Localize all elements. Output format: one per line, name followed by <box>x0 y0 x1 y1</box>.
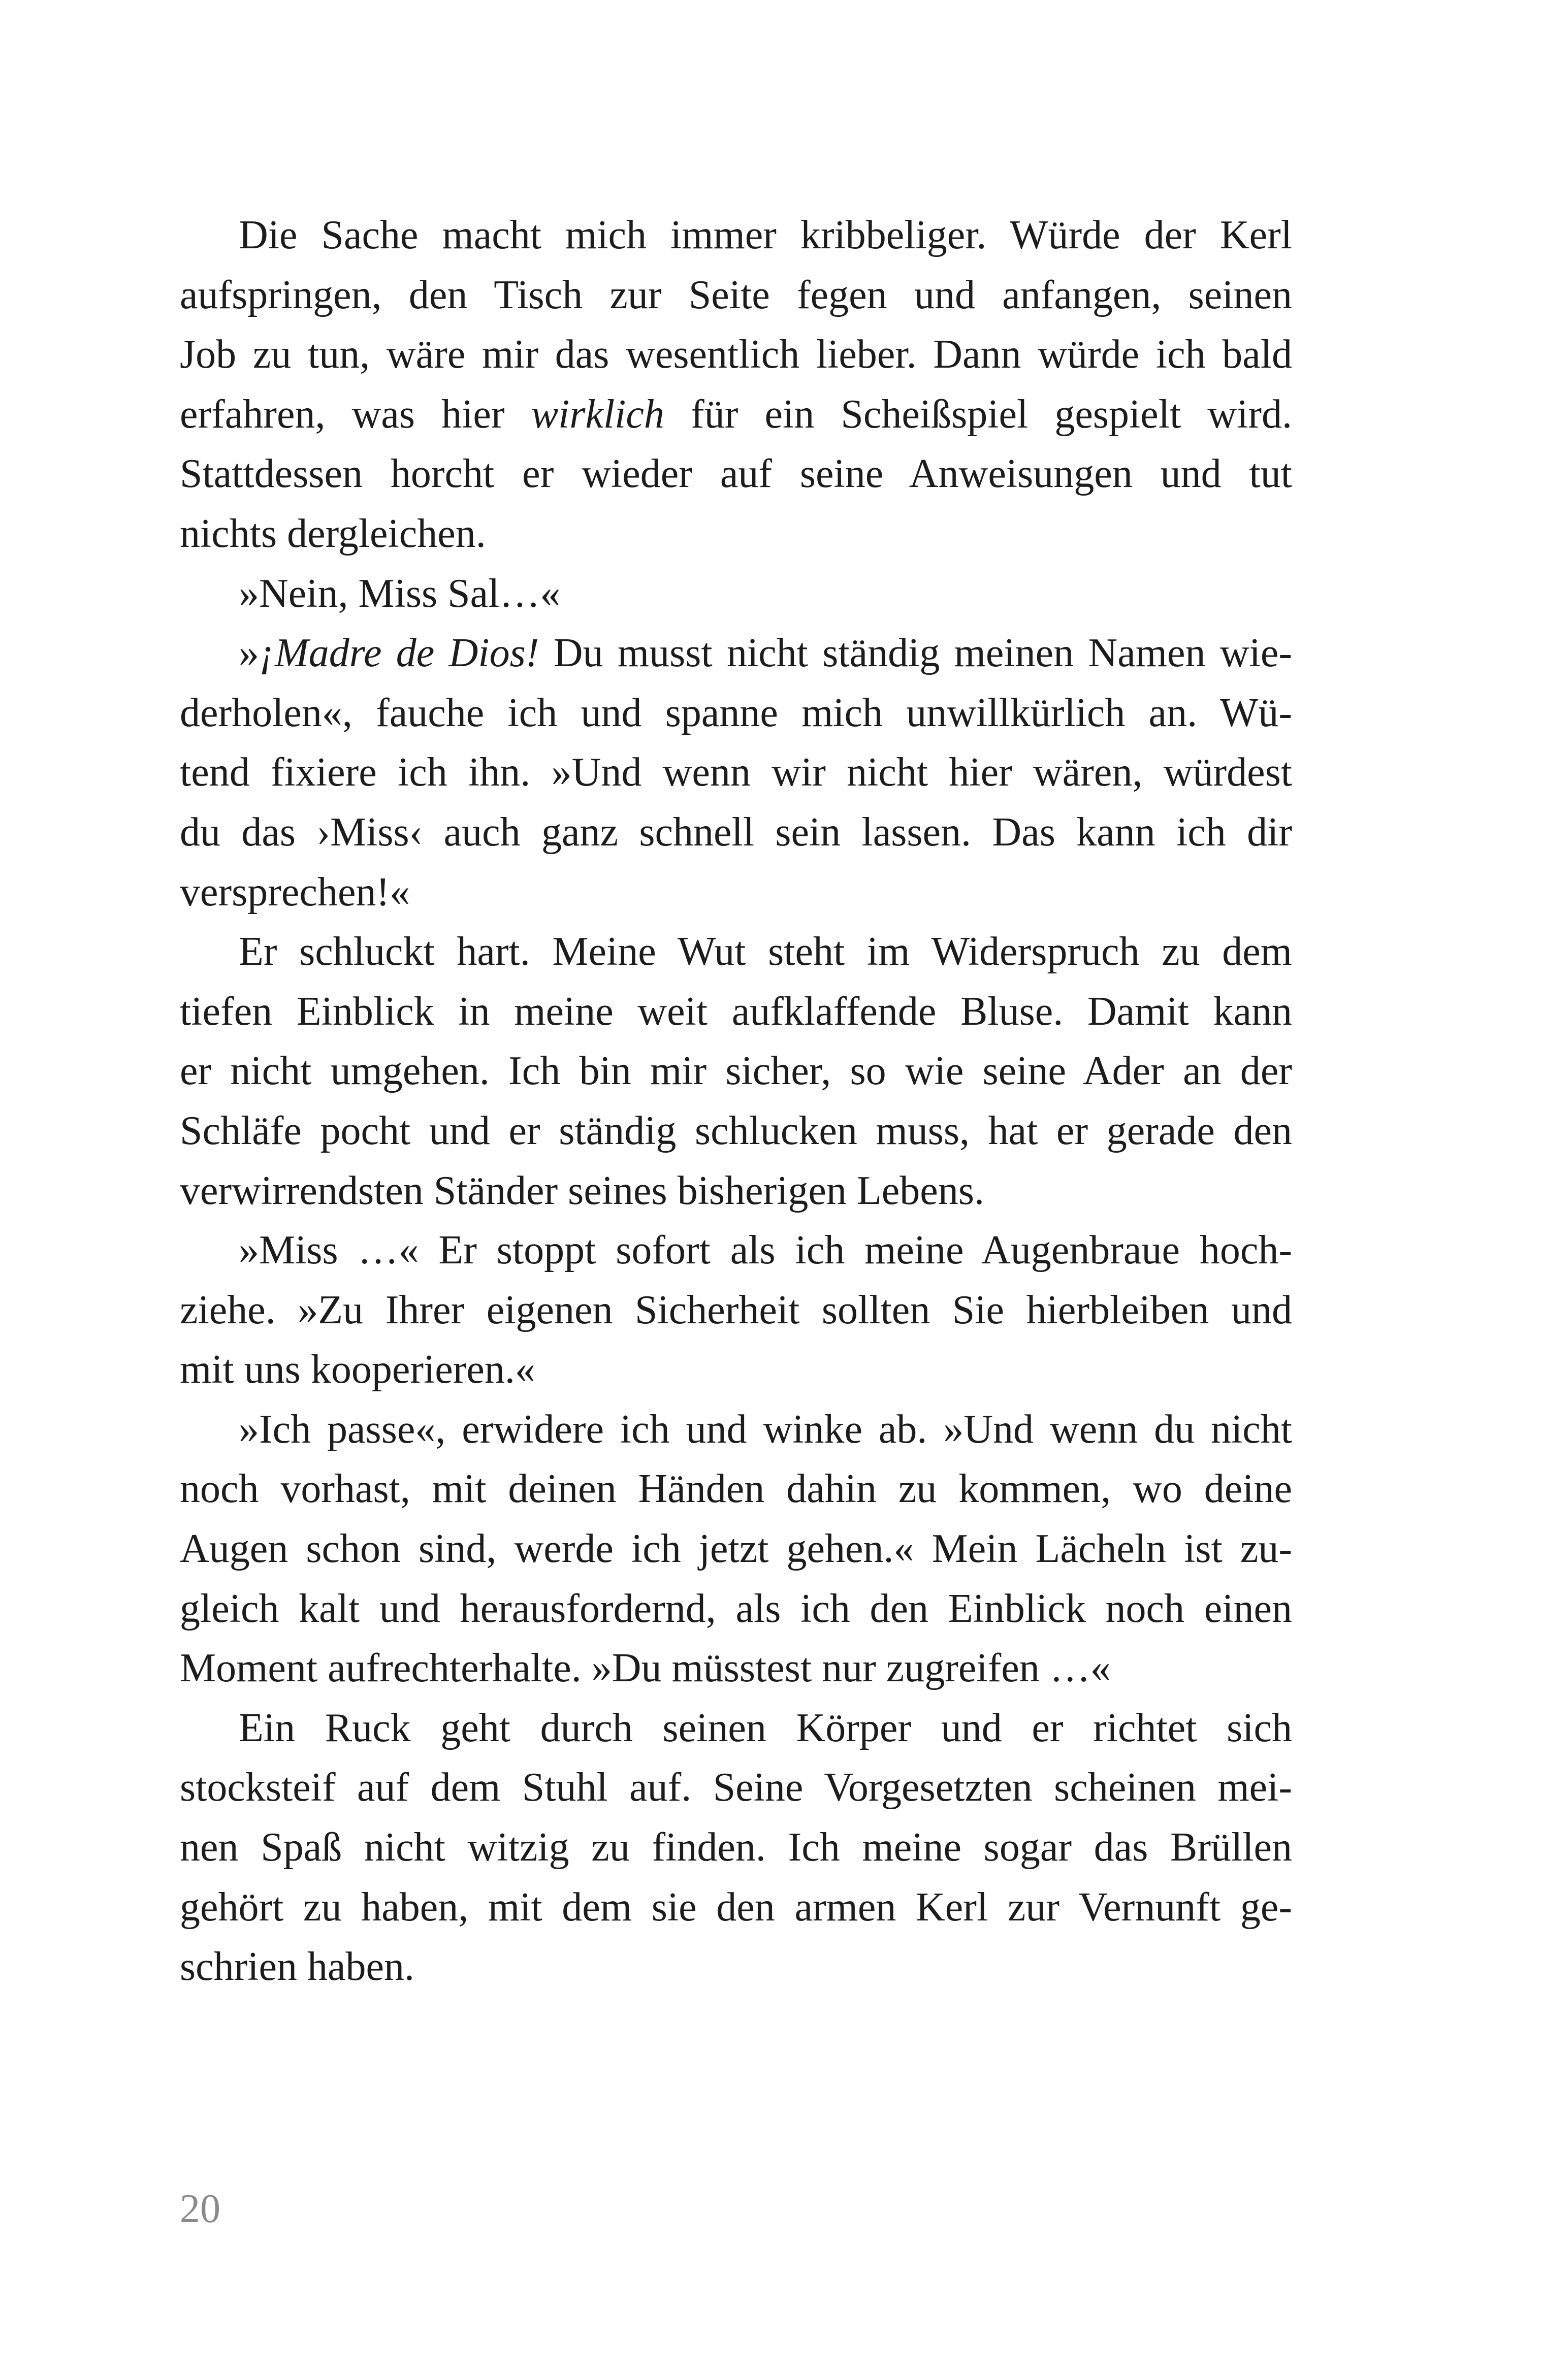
text-line: schrien haben. <box>180 1944 415 1990</box>
text-line: »Miss …« Er stoppt sofort als ich meine Augenbraue hoch- <box>239 1228 1292 1273</box>
italic-text-run: wirklich <box>531 392 664 437</box>
text-line: gleich kalt und herausfordernd, als ich den Einblick noch einen <box>180 1586 1292 1631</box>
text-line: mit uns kooperieren.« <box>180 1347 535 1392</box>
text-run: erfahren, was hier <box>180 392 531 437</box>
text-line: »Nein, Miss Sal…« <box>239 571 561 616</box>
text-line: aufspringen, den Tisch zur Seite fegen und anfangen, seinen <box>180 272 1292 317</box>
text-line: Die Sache macht mich immer kribbeliger. Würde der Kerl <box>239 213 1292 257</box>
text-line: gehört zu haben, mit dem sie den armen Kerl zur Vernunft ge- <box>180 1884 1292 1930</box>
text-line: nichts dergleichen. <box>180 511 486 556</box>
text-line: nen Spaß nicht witzig zu finden. Ich meine sogar das Brüllen <box>180 1825 1292 1870</box>
text-line: noch vorhast, mit deinen Händen dahin zu kommen, wo deine <box>180 1466 1292 1512</box>
italic-text-run: ¡Madre de Dios! <box>259 631 539 676</box>
text-line: er nicht umgehen. Ich bin mir sicher, so wie seine Ader an der <box>180 1049 1292 1094</box>
text-run: für ein Scheißspiel gespielt wird. <box>664 392 1292 437</box>
text-line: verwirrendsten Ständer seines bisherigen Lebens. <box>180 1168 984 1213</box>
text-line: stocksteif auf dem Stuhl auf. Seine Vorgesetzten scheinen mei- <box>180 1765 1292 1810</box>
text-line: versprechen!« <box>180 869 410 915</box>
text-line: »Ich passe«, erwidere ich und winke ab. »Und wenn du nicht <box>239 1407 1292 1452</box>
text-line: Er schluckt hart. Meine Wut steht im Widerspruch zu dem <box>239 929 1292 974</box>
text-line: du das ›Miss‹ auch ganz schnell sein lassen. Das kann ich dir <box>180 809 1292 855</box>
text-line: ziehe. »Zu Ihrer eigenen Sicherheit sollten Sie hierbleiben und <box>180 1287 1292 1332</box>
text-line: Augen schon sind, werde ich jetzt gehen.« Mein Lächeln ist zu- <box>180 1526 1292 1572</box>
text-line: Moment aufrechterhalte. »Du müsstest nur zugreifen …« <box>180 1646 1111 1691</box>
text-run: » <box>239 631 259 676</box>
text-run: Du musst nicht ständig meinen Namen wie- <box>539 631 1292 676</box>
text-line: Stattdessen horcht er wieder auf seine Anweisungen und tut <box>180 451 1292 497</box>
text-line: tend fixiere ich ihn. »Und wenn wir nicht hier wären, würdest <box>180 750 1292 795</box>
body-text <box>180 206 1292 1997</box>
text-line: tiefen Einblick in meine weit aufklaffende Bluse. Damit kann <box>180 989 1292 1034</box>
text-line: Ein Ruck geht durch seinen Körper und er richtet sich <box>239 1705 1292 1750</box>
text-line: derholen«, fauche ich und spanne mich unwillkürlich an. Wü- <box>180 690 1292 735</box>
text-line: Schläfe pocht und er ständig schlucken muss, hat er gerade den <box>180 1108 1292 1153</box>
page-number: 20 <box>180 2187 220 2231</box>
text-line <box>180 624 1292 683</box>
text-line: Job zu tun, wäre mir das wesentlich lieber. Dann würde ich bald <box>180 332 1292 377</box>
text-line <box>180 385 1292 445</box>
